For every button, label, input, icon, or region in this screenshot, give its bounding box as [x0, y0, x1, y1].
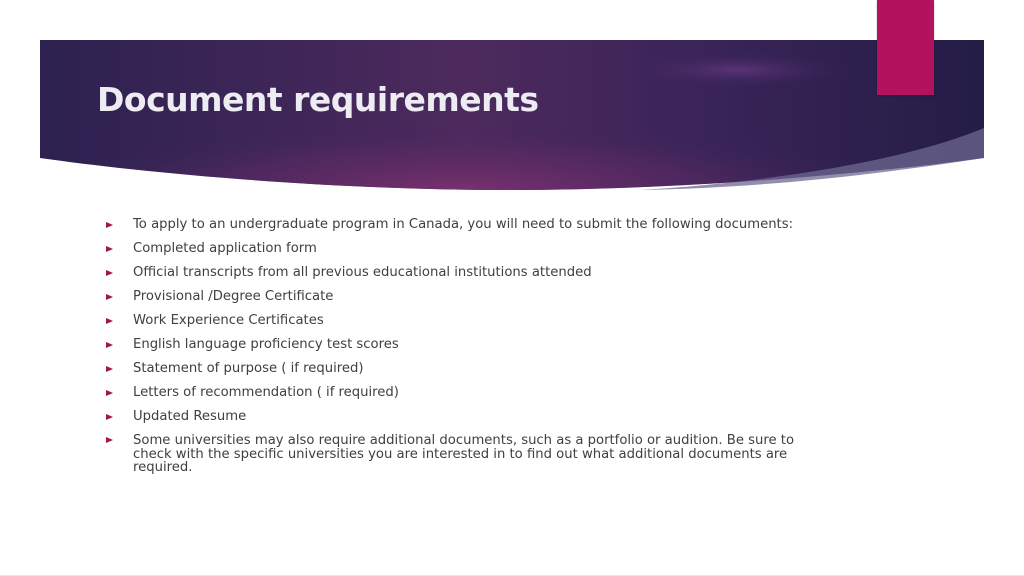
- bullet-arrow-icon: [106, 318, 113, 324]
- bullet-item: [106, 312, 826, 330]
- accent-tab: [877, 0, 934, 95]
- slide-title: Document requirements: [97, 80, 539, 119]
- bullet-text: Statement of purpose ( if required): [133, 361, 364, 376]
- bullet-item: [106, 432, 826, 475]
- bullet-arrow-icon: [106, 437, 113, 443]
- bullet-arrow-icon: [106, 390, 113, 396]
- bullet-item: [106, 360, 826, 378]
- bullet-item: [106, 264, 826, 282]
- bullet-text: Provisional /Degree Certificate: [133, 289, 334, 304]
- bullet-text: To apply to an undergraduate program in Canada, you will need to submit the following documents:: [133, 217, 794, 232]
- bullet-text: Updated Resume: [133, 409, 247, 424]
- bullet-arrow-icon: [106, 366, 113, 372]
- bullet-list: [106, 216, 826, 475]
- bullet-text: Official transcripts from all previous educational institutions attended: [133, 265, 592, 280]
- bullet-item: [106, 288, 826, 306]
- bullet-text: Completed application form: [133, 241, 317, 256]
- bullet-arrow-icon: [106, 222, 113, 228]
- bullet-item: [106, 408, 826, 426]
- bullet-text: Letters of recommendation ( if required): [133, 385, 399, 400]
- bullet-text: Some universities may also require additional documents, such as a portfolio or audition. Be sure to check with the specific universities you are interested in to find out what additional documents are required.: [133, 433, 795, 476]
- content-area: [106, 216, 826, 481]
- bullet-text: English language proficiency test scores: [133, 337, 399, 352]
- bullet-arrow-icon: [106, 270, 113, 276]
- bullet-item: [106, 336, 826, 354]
- bullet-arrow-icon: [106, 342, 113, 348]
- bullet-item: [106, 384, 826, 402]
- bullet-item: [106, 240, 826, 258]
- bullet-text: Work Experience Certificates: [133, 313, 324, 328]
- bullet-item: [106, 216, 826, 234]
- bullet-arrow-icon: [106, 414, 113, 420]
- bullet-arrow-icon: [106, 294, 113, 300]
- bullet-arrow-icon: [106, 246, 113, 252]
